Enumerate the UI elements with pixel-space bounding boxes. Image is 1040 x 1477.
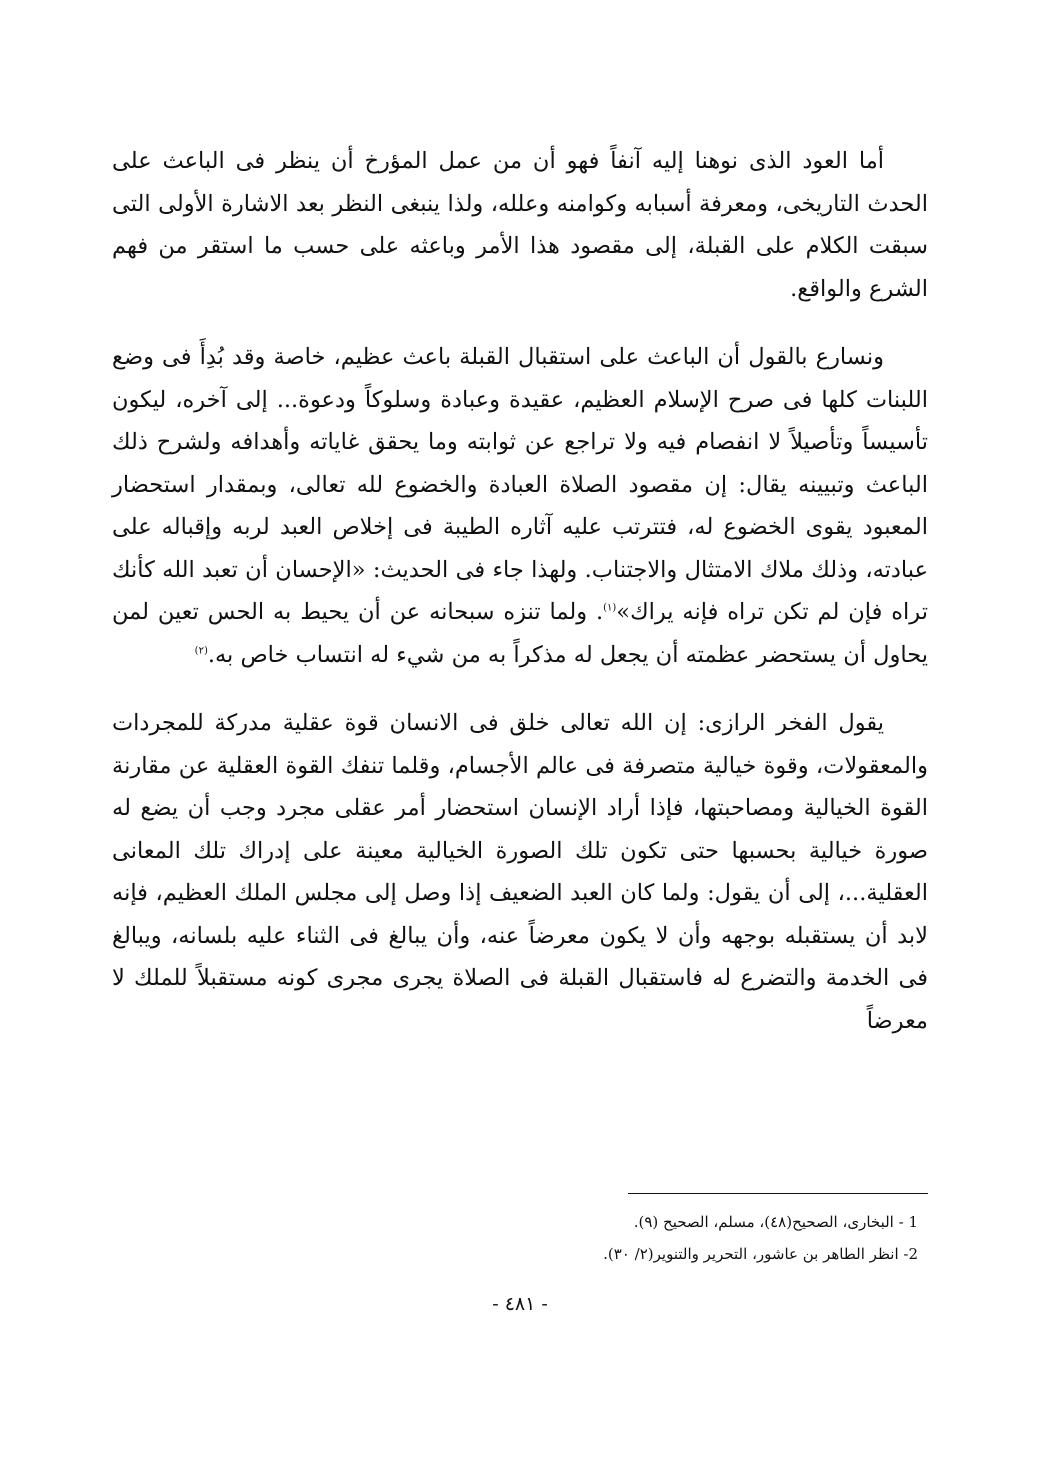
paragraph-2-part-b: . ولما تنزه سبحانه عن أن يحيط به الحس تعين لمن يحاول أن يستحضر عظمته أن يجعل له مذكراً به من شيء له انتساب خاص به. xyxy=(112,599,928,668)
footnotes xyxy=(603,1206,918,1270)
footnote-ref-2: (٢) xyxy=(194,645,208,656)
footnote-separator xyxy=(628,1193,928,1194)
paragraph-3: يقول الفخر الرازى: إن الله تعالى خلق فى الانسان قوة عقلية مدركة للمجردات والمعقولات، وقوة خيالية متصرفة فى عالم الأجسام، وقلما تنفك القوة العقلية عن مقارنة القوة الخيالية ومصاحبتها، فإذا أراد الإنسان استحضار أمر عقلى مجرد وجب أن يضع له صورة خيالية بحسبها حتى تكون تلك الصورة الخيالية معينة على إدراك تلك المعانى العقلية...، إلى أن يقول: ولما كان العبد الضعيف إذا وصل إلى مجلس الملك العظيم، فإنه لابد أن يستقبله بوجهه وأن لا يكون معرضاً عنه، وأن يبالغ فى الثناء عليه بلسانه، ويبالغ فى الخدمة والتضرع له فاستقبال القبلة فى الصلاة يجرى مجرى كونه مستقبلاً للملك لا معرضاً xyxy=(112,710,928,1034)
page-number: - ٤٨١ - xyxy=(492,1293,548,1315)
page-body xyxy=(112,140,928,1068)
paragraph-2-part-a: ونسارع بالقول أن الباعث على استقبال القبلة باعث عظيم، خاصة وقد بُدِأَ فى وضع اللبنات كلها فى صرح الإسلام العظيم، عقيدة وعبادة وسلوكاً ودعوة... إلى آخره، ليكون تأسيساً وتأصيلاً لا انفصام فيه ولا تراجع عن ثوابته وما يحقق غاياته وأهدافه ولشرح ذلك الباعث وتبيينه يقال: إن مقصود الصلاة العبادة والخضوع لله تعالى، وبمقدار استحضار المعبود يقوى الخضوع له، فتترتب عليه آثاره الطيبة فى إخلاص العبد لربه وإقباله على عبادته، وذلك ملاك الامتثال والاجتناب. ولهذا جاء فى الحديث: «الإحسان أن تعبد الله كأنك تراه فإن لم تكن تراه فإنه يراك» xyxy=(112,344,928,625)
paragraph-1: أما العود الذى نوهنا إليه آنفاً فهو أن من عمل المؤرخ أن ينظر فى الباعث على الحدث التاريخى، ومعرفة أسبابه وكوامنه وعلله، ولذا ينبغى النظر بعد الاشارة الأولى التى سبقت الكلام على القبلة، إلى مقصود هذا الأمر وباعثه على حسب ما استقر من فهم الشرع والواقع. xyxy=(112,148,928,302)
footnote-ref-1: (١) xyxy=(603,602,617,614)
footnote-1: 1 - البخارى، الصحيح(٤٨)، مسلم، الصحيح (٩). xyxy=(633,1213,918,1231)
footnote-2: 2- انظر الطاهر بن عاشور، التحرير والتنوير(٢/ ٣٠). xyxy=(603,1245,918,1263)
paragraph-2 xyxy=(112,336,928,676)
